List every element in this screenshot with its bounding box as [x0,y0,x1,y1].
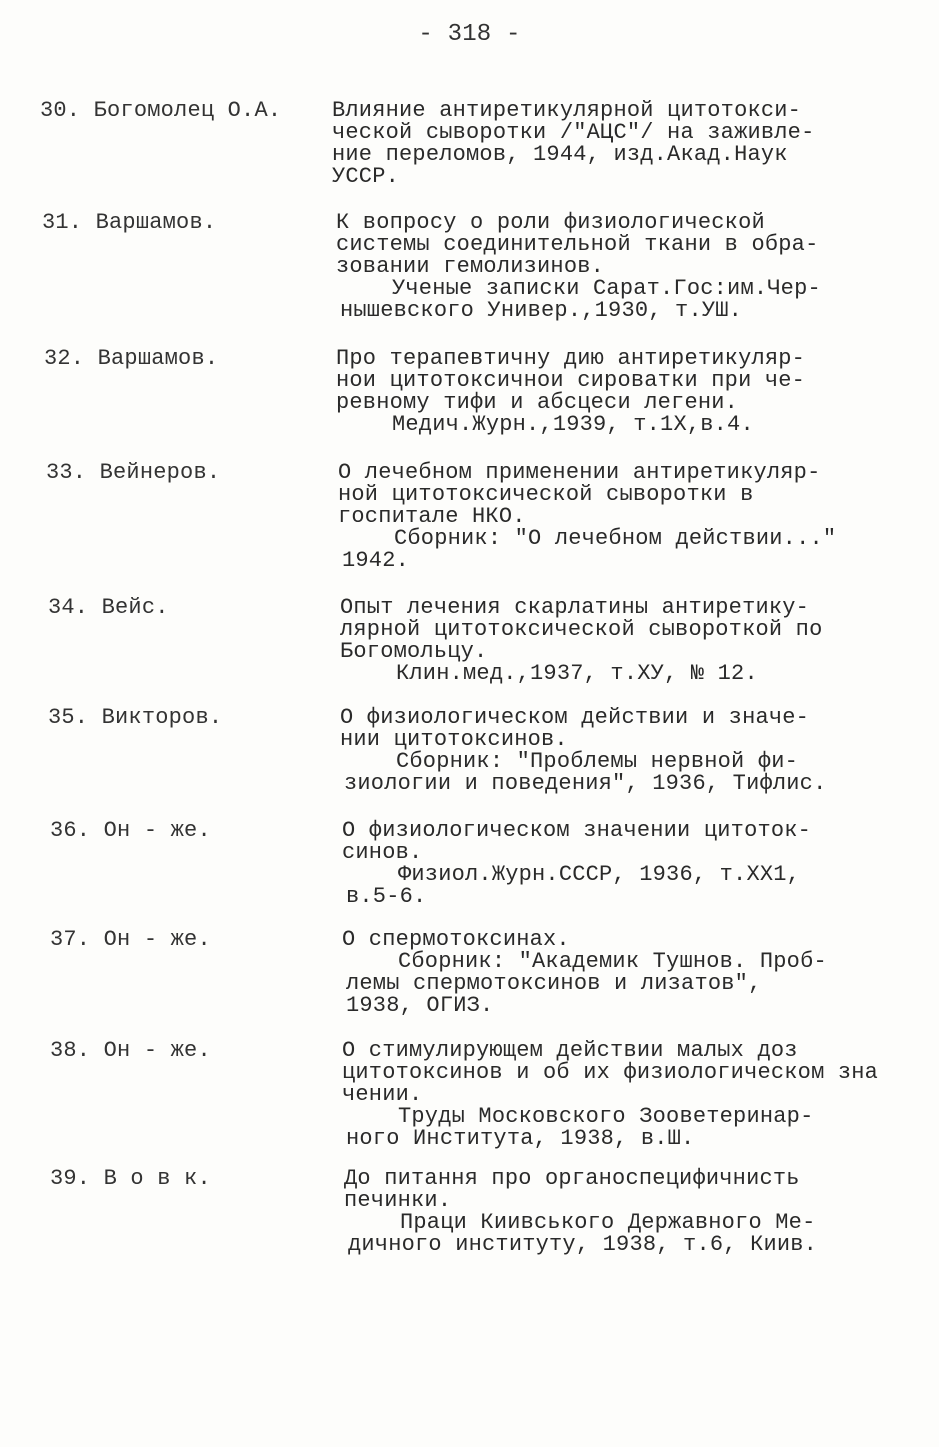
entry-source-line: Труды Московского Зооветеринар- [398,1104,814,1129]
entry-author-name: Вейнеров. [99,460,221,485]
entry-author-name: Варшамов. [95,210,217,235]
entry-source-line: Физиол.Журн.СССР, 1936, т.ХХ1, [398,862,801,887]
entry-author [46,462,220,484]
entry-title-line: Богомольцу. [340,639,488,664]
entry-author [50,929,211,951]
entry-title-line: УССР. [332,164,400,189]
entry-title-line: ние переломов, 1944, изд.Акад.Наук [332,142,788,167]
entry-source-line: Ученые записки Сарат.Гос:им.Чер- [392,276,821,301]
entry-title-line: О лечебном применении антиретикуляр- [338,460,821,485]
entry-title-line: До питання про органоспецифичнисть [344,1166,800,1191]
entry-number: 32. [44,346,85,371]
entry-title-line: нои цитотоксичнои сироватки при че- [336,368,806,393]
entry-title-line: синов. [342,840,423,865]
entry-author-name: Вейс. [101,595,169,620]
entry-title-line: системы соединительной ткани в обра- [336,232,819,257]
entry-title-line: Опыт лечения скарлатины антиретику- [340,595,810,620]
entry-title-line: лярной цитотоксической сывороткой по [340,617,823,642]
entry-author-name: В о в к. [103,1166,211,1191]
entry-number: 39. [50,1166,91,1191]
entry-author-name: Он - же. [103,818,211,843]
entry-title-line: чении. [342,1082,423,1107]
entry-author [44,348,218,370]
entry-author-name: Богомолец О.А. [93,98,282,123]
entry-author [50,1040,211,1062]
entry-source-line: лемы спермотоксинов и лизатов", [346,971,762,996]
entry-number: 38. [50,1038,91,1063]
entry-title-line: О физиологическом действии и значе- [340,705,810,730]
entry-title-line: О физиологическом значении цитоток- [342,818,812,843]
entry-author [50,1168,211,1190]
entry-number: 35. [48,705,89,730]
entry-author [42,212,216,234]
entry-number: 31. [42,210,83,235]
entry-number: 36. [50,818,91,843]
entry-title-line: цитотоксинов и об их физиологическом зна [342,1060,879,1085]
entry-title-line: печинки. [344,1188,452,1213]
entry-title-line: ревному тифи и абсцеси легени. [336,390,739,415]
entry-title-line: К вопросу о роли физиологической [336,210,765,235]
entry-source-line: дичного институту, 1938, т.6, Киив. [348,1232,818,1257]
entry-title-line: зовании гемолизинов. [336,254,605,279]
entry-source-line: Праци Киивського Державного Ме- [400,1210,816,1235]
entry-source-line: 1942. [342,548,410,573]
entry-source-line: 1938, ОГИЗ. [346,993,494,1018]
entry-source-line: Клин.мед.,1937, т.ХУ, № 12. [396,661,758,686]
entry-author [48,707,222,729]
entry-author-name: Викторов. [101,705,223,730]
entry-author [48,597,169,619]
entry-source-line: зиологии и поведения", 1936, Тифлис. [344,771,827,796]
entry-number: 30. [40,98,81,123]
entry-source-line: Сборник: "Академик Тушнов. Проб- [398,949,827,974]
entry-title-line: ной цитотоксической сыворотки в [338,482,754,507]
entry-author-name: Он - же. [103,927,211,952]
entry-source-line: Сборник: "Проблемы нервной фи- [396,749,799,774]
entry-title-line: ческой сыворотки /"АЦС"/ на заживле- [332,120,815,145]
entry-number: 34. [48,595,89,620]
entry-title-line: нии цитотоксинов. [340,727,568,752]
entry-title-line: Про терапевтичну дию антиретикуляр- [336,346,806,371]
entry-author-name: Он - же. [103,1038,211,1063]
entry-title-line: О стимулирующем действии малых доз [342,1038,798,1063]
entry-author [40,100,281,122]
entry-source-line: в.5-6. [346,884,427,909]
entry-source-line: Сборник: "О лечебном действии..." [394,526,837,551]
entry-title-line: О спермотоксинах. [342,927,570,952]
entry-title-line: Влияние антиретикулярной цитотокси- [332,98,802,123]
entry-author-name: Варшамов. [97,346,219,371]
entry-source-line: нышевского Универ.,1930, т.УШ. [340,298,743,323]
page-number: - 318 - [418,21,521,48]
entry-source-line: Медич.Журн.,1939, т.1Х,в.4. [392,412,754,437]
entry-source-line: ного Института, 1938, в.Ш. [346,1126,695,1151]
entry-author [50,820,211,842]
entry-number: 37. [50,927,91,952]
entry-number: 33. [46,460,87,485]
entry-title-line: госпитале НКО. [338,504,526,529]
